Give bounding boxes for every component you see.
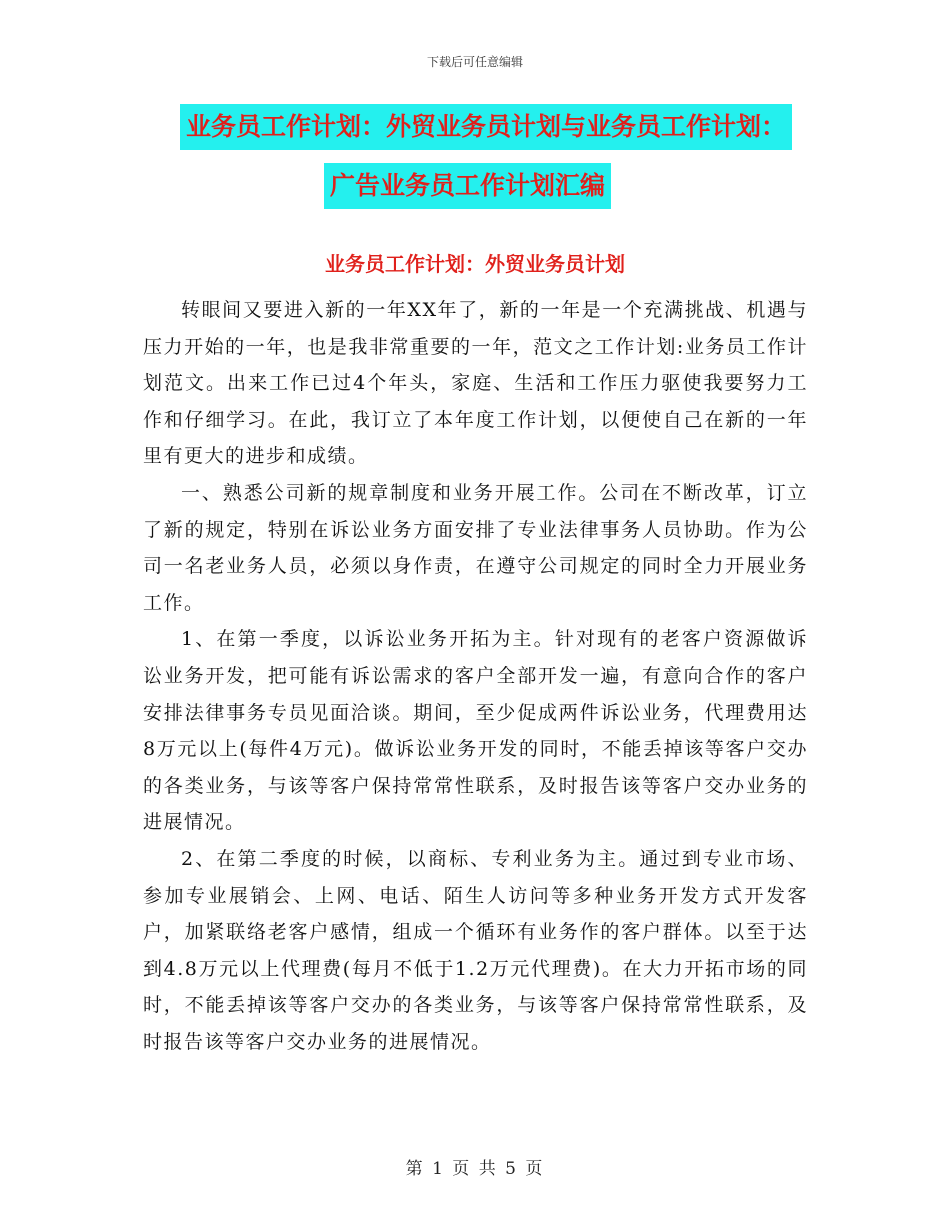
paragraph-3: 1、在第一季度，以诉讼业务开拓为主。针对现有的老客户资源做诉讼业务开发，把可能有诉讼需求的客户全部开发一遍，有意向合作的客户安排法律事务专员见面洽谈。期间，至少促成两件诉讼业务，代理费用达8万元以上(每件4万元)。做诉讼业务开发的同时，不能丢掉该等客户交办的各类业务，与该等客户保持常常性联系，及时报告该等客户交办业务的进展情况。 xyxy=(143,628,808,834)
paragraph-2: 一、熟悉公司新的规章制度和业务开展工作。公司在不断改革，订立了新的规定，特别在诉讼业务方面安排了专业法律事务人员协助。作为公司一名老业务人员，必须以身作责，在遵守公司规定的同时全力开展业务工作。 xyxy=(143,481,808,614)
page-number: 第 1 页 共 5 页 xyxy=(405,1159,545,1179)
paragraph-1: 转眼间又要进入新的一年XX年了，新的一年是一个充满挑战、机遇与压力开始的一年，也是我非常重要的一年，范文之工作计划:业务员工作计划范文。出来工作已过4个年头，家庭、生活和工作压力驱使我要努力工作和仔细学习。在此，我订立了本年度工作计划，以便使自己在新的一年里有更大的进步和成绩。 xyxy=(143,299,808,468)
section-title: 业务员工作计划：外贸业务员计划 xyxy=(325,252,625,276)
title-line-1: 业务员工作计划：外贸业务员计划与业务员工作计划： xyxy=(180,104,792,150)
header-note: 下载后可任意编辑 xyxy=(426,55,523,69)
title-line-2: 广告业务员工作计划汇编 xyxy=(324,163,611,209)
paragraph-4: 2、在第二季度的时候，以商标、专利业务为主。通过到专业市场、参加专业展销会、上网、电话、陌生人访问等多种业务开发方式开发客户，加紧联络老客户感情，组成一个循环有业务作的客户群体。以至于达到4.8万元以上代理费(每月不低于1.2万元代理费)。在大力开拓市场的同时，不能丢掉该等客户交办的各类业务，与该等客户保持常常性联系，及时报告该等客户交办业务的进展情况。 xyxy=(143,847,808,1053)
document-title xyxy=(180,101,830,212)
document-body xyxy=(143,292,808,1060)
